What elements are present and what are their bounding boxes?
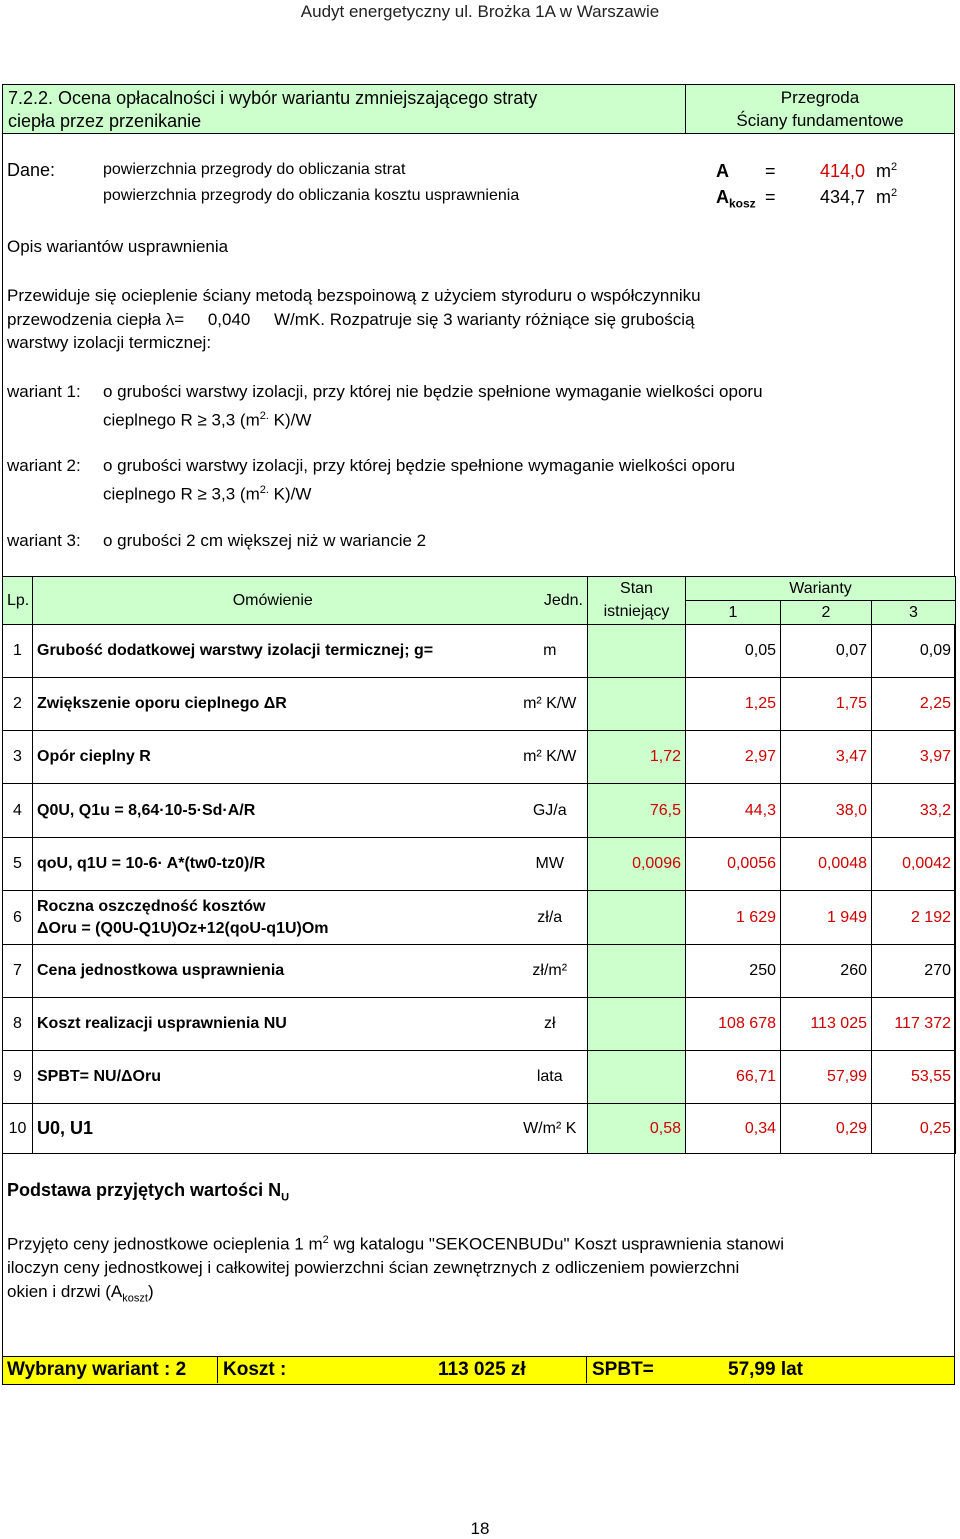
summary-divider <box>586 1357 587 1383</box>
header-w1: 1 <box>686 601 781 625</box>
row-desc: U0, U1 <box>33 1104 513 1154</box>
row-w3: 53,55 <box>872 1051 956 1104</box>
summary-spbt-value: 57,99 lat <box>728 1359 803 1380</box>
wariant1-text: o grubości warstwy izolacji, przy której nie będzie spełnione wymaganie wielkości oporu <box>103 382 763 401</box>
row-w1: 108 678 <box>686 998 781 1051</box>
row-w2: 0,29 <box>781 1104 872 1154</box>
row-w3: 270 <box>872 945 956 998</box>
row-w1: 44,3 <box>686 784 781 838</box>
header-warianty: Warianty <box>686 577 956 601</box>
row-stan: 0,0096 <box>588 838 686 891</box>
row-w2: 3,47 <box>781 731 872 784</box>
przegroda-box <box>685 84 955 134</box>
row-unit: lata <box>513 1051 588 1104</box>
row-desc-line1: Roczna oszczędność kosztów <box>37 897 266 915</box>
header-w3: 3 <box>872 601 956 625</box>
header-lp: Lp. <box>3 577 33 625</box>
wariant1-text2: cieplnego R ≥ 3,3 ($m^{2.}$ K)/W <box>103 410 312 430</box>
dane-row1-eq: = <box>765 161 776 181</box>
row-desc: Grubość dodatkowej warstwy izolacji termicznej; g= <box>33 625 513 678</box>
dane-row1-symbol: A <box>716 161 729 181</box>
table-row <box>3 784 956 838</box>
summary-koszt-label: Koszt : <box>223 1359 287 1380</box>
table-row <box>3 1104 956 1154</box>
row-desc: Opór cieplny R <box>33 731 513 784</box>
wariant2-text2: cieplnego R ≥ 3,3 ($m^{2.}$ K)/W <box>103 484 312 504</box>
table-row <box>3 838 956 891</box>
row-w2: 1,75 <box>781 678 872 731</box>
section-heading-line2: ciepła przez przenikanie <box>8 111 202 131</box>
summary-divider <box>217 1357 218 1383</box>
variants-table <box>2 576 956 1154</box>
row-lp: 3 <box>3 731 33 784</box>
table-row <box>3 945 956 998</box>
row-w2: 1 949 <box>781 891 872 945</box>
row-stan <box>588 945 686 998</box>
dane-row1-desc: powierzchnia przegrody do obliczania strat <box>103 161 406 178</box>
row-w1: 66,71 <box>686 1051 781 1104</box>
summary-koszt-value: 113 025 zł <box>438 1359 526 1380</box>
row-unit: W/m² K <box>513 1104 588 1154</box>
dane-row2-desc: powierzchnia przegrody do obliczania kosztu usprawnienia <box>103 187 520 204</box>
row-desc: Q0U, Q1u = 8,64·10-5·Sd·A/R <box>33 784 513 838</box>
row-lp: 7 <box>3 945 33 998</box>
row-w1: 1,25 <box>686 678 781 731</box>
row-w1: 250 <box>686 945 781 998</box>
przegroda-label: Przegroda <box>780 88 860 107</box>
row-unit: m <box>513 625 588 678</box>
row-desc: Koszt realizacji usprawnienia NU <box>33 998 513 1051</box>
row-lp: 9 <box>3 1051 33 1104</box>
opis-line2: przewodzenia ciepła λ= 0,040 W/mK. Rozpatruje się 3 warianty różniące się grubością <box>7 310 695 329</box>
row-lp: 1 <box>3 625 33 678</box>
row-w3: 2 192 <box>872 891 956 945</box>
row-unit: MW <box>513 838 588 891</box>
section-heading-box <box>2 84 686 134</box>
row-w2: 0,07 <box>781 625 872 678</box>
wariant2-text: o grubości warstwy izolacji, przy której będzie spełnione wymaganie wielkości oporu <box>103 456 736 475</box>
page-number: 18 <box>470 1519 490 1538</box>
row-w1: 0,0056 <box>686 838 781 891</box>
row-w3: 0,25 <box>872 1104 956 1154</box>
table-row <box>3 891 956 945</box>
przegroda-value: Ściany fundamentowe <box>736 111 904 130</box>
row-w1: 0,05 <box>686 625 781 678</box>
row-w2: 260 <box>781 945 872 998</box>
row-desc: SPBT= NU/ΔOru <box>33 1051 513 1104</box>
opis-line3: warstwy izolacji termicznej: <box>7 333 212 352</box>
row-w1: 1 629 <box>686 891 781 945</box>
table-row <box>3 678 956 731</box>
row-w3: 33,2 <box>872 784 956 838</box>
row-lp: 4 <box>3 784 33 838</box>
podstawa-heading: Podstawa przyjętych wartości $N_U$ <box>7 1180 290 1204</box>
row-w3: 3,97 <box>872 731 956 784</box>
opis-line1: Przewiduje się ocieplenie ściany metodą bezspoinową z użyciem styroduru o współczynniku <box>7 286 701 305</box>
row-desc <box>33 891 513 945</box>
row-w3: 0,09 <box>872 625 956 678</box>
wariant3-label: wariant 3: <box>7 531 81 550</box>
header-istniejacy: istniejący <box>588 601 686 625</box>
row-w2: 0,0048 <box>781 838 872 891</box>
row-w1: 0,34 <box>686 1104 781 1154</box>
row-stan: 0,58 <box>588 1104 686 1154</box>
row-unit: zł/a <box>513 891 588 945</box>
row-lp: 5 <box>3 838 33 891</box>
row-lp: 6 <box>3 891 33 945</box>
row-stan: 76,5 <box>588 784 686 838</box>
dane-row1-value: 414,0 <box>820 161 866 181</box>
row-w1: 2,97 <box>686 731 781 784</box>
podstawa-line3: okien i drzwi $(A_{koszt})$ <box>7 1282 154 1305</box>
row-unit: GJ/a <box>513 784 588 838</box>
row-stan <box>588 998 686 1051</box>
row-stan <box>588 678 686 731</box>
row-w2: 113 025 <box>781 998 872 1051</box>
header-jedn: Jedn. <box>513 577 588 625</box>
table-row <box>3 998 956 1051</box>
row-desc-line2: ΔOru = (Q0U-Q1U)Oz+12(qoU-q1U)Om <box>37 919 329 937</box>
row-lp: 10 <box>3 1104 33 1154</box>
podstawa-line2: iloczyn ceny jednostkowej i całkowitej powierzchni ścian zewnętrznych z odliczeniem powierzchni <box>7 1258 740 1277</box>
row-stan: 1,72 <box>588 731 686 784</box>
row-stan <box>588 891 686 945</box>
table-row <box>3 731 956 784</box>
header-omowienie: Omówienie <box>33 577 513 625</box>
dane-row2-value: 434,7 <box>820 187 866 207</box>
summary-bar <box>2 1356 955 1385</box>
row-w3: 0,0042 <box>872 838 956 891</box>
row-desc: Zwiększenie oporu cieplnego ΔR <box>33 678 513 731</box>
header-w2: 2 <box>781 601 872 625</box>
wariant2-label: wariant 2: <box>7 456 81 475</box>
row-w2: 57,99 <box>781 1051 872 1104</box>
dane-label: Dane: <box>7 160 56 180</box>
table-row <box>3 1051 956 1104</box>
dane-row2-unit: $m^2$ <box>876 187 898 207</box>
summary-spbt-label: SPBT= <box>592 1359 654 1380</box>
row-w3: 2,25 <box>872 678 956 731</box>
row-lp: 8 <box>3 998 33 1051</box>
table-row <box>3 625 956 678</box>
opis-heading: Opis wariantów usprawnienia <box>7 237 229 256</box>
row-unit: m² K/W <box>513 678 588 731</box>
wariant1-label: wariant 1: <box>7 382 81 401</box>
row-w3: 117 372 <box>872 998 956 1051</box>
dane-row2-eq: = <box>765 187 776 207</box>
row-lp: 2 <box>3 678 33 731</box>
row-desc: qoU, q1U = 10-6· A*(tw0-tz0)/R <box>33 838 513 891</box>
row-desc: Cena jednostkowa usprawnienia <box>33 945 513 998</box>
row-unit: m² K/W <box>513 731 588 784</box>
section-heading-line1: 7.2.2. Ocena opłacalności i wybór wariantu zmniejszającego straty <box>8 88 538 108</box>
wariant3-text: o grubości 2 cm większej niż w wariancie 2 <box>103 531 427 550</box>
document-header: Audyt energetyczny ul. Brożka 1A w Warszawie <box>300 2 660 21</box>
header-stan: Stan <box>588 577 686 601</box>
dane-row2-symbol: $A_{kosz}$ <box>716 187 756 211</box>
podstawa-line1: Przyjęto ceny jednostkowe ocieplenia 1 $m^2$ wg katalogu "SEKOCENBUDu" Koszt usprawnienia stanowi <box>7 1234 784 1254</box>
row-unit: zł/m² <box>513 945 588 998</box>
dane-row1-unit: $m^2$ <box>876 161 898 181</box>
row-w2: 38,0 <box>781 784 872 838</box>
row-unit: zł <box>513 998 588 1051</box>
row-stan <box>588 1051 686 1104</box>
row-stan <box>588 625 686 678</box>
summary-wariant: Wybrany wariant : 2 <box>7 1359 187 1380</box>
